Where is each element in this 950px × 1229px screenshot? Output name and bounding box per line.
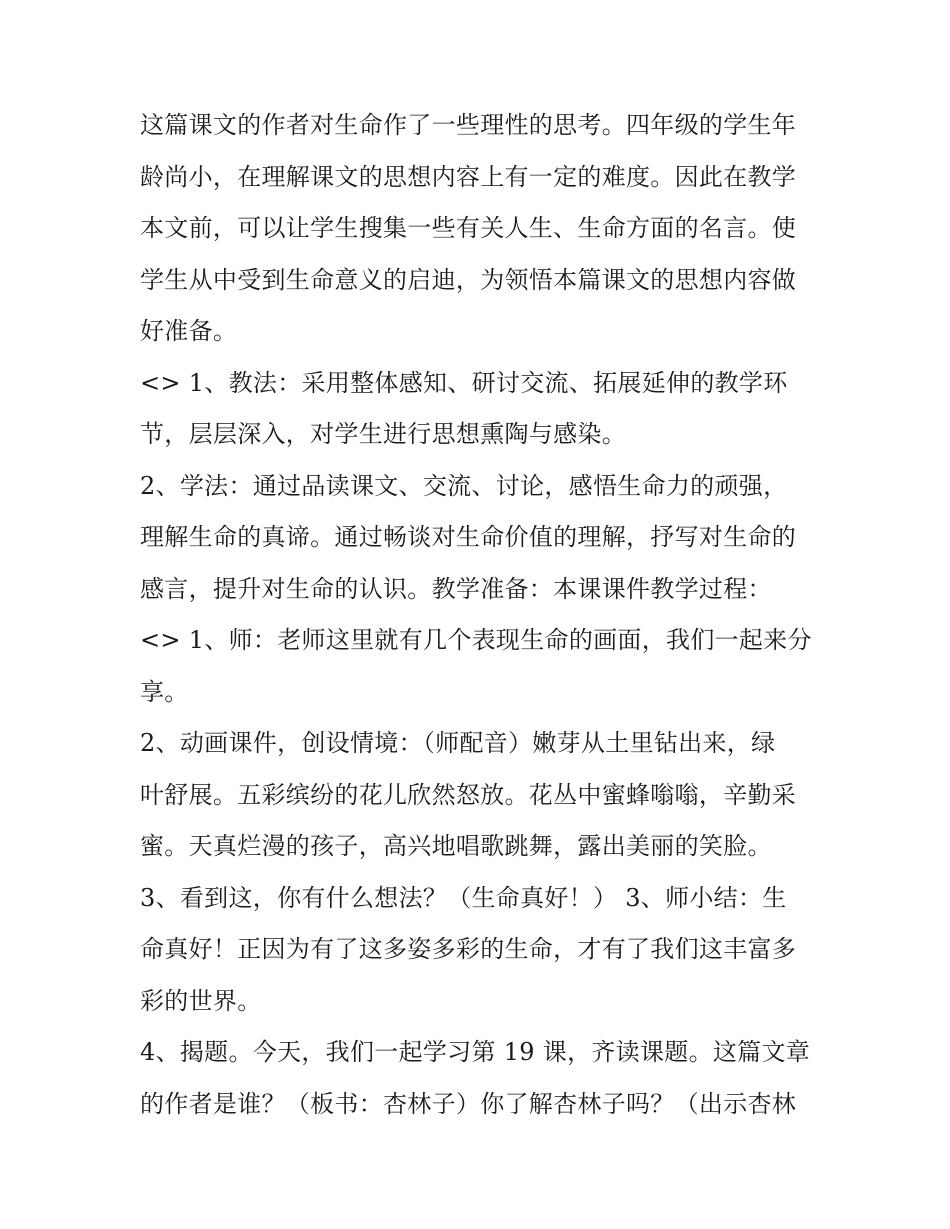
text-line: 3、看到这，你有什么想法？（生命真好！） 3、师小结：生 (140, 883, 787, 912)
text-line: 享。 (140, 677, 189, 706)
text-line: 节，层层深入，对学生进行思想熏陶与感染。 (140, 420, 626, 448)
text-line: <> 1、师：老师这里就有几个表现生命的画面，我们一起来分 (140, 626, 812, 654)
text-line: 的作者是谁？（板书：杏林子）你了解杏林子吗？（出示杏林 (140, 1089, 797, 1118)
text-line: 命真好！正因为有了这多姿多彩的生命，才有了我们这丰富多 (140, 935, 797, 963)
text-line: 学生从中受到生命意义的启迪，为领悟本篇课文的思想内容做 (140, 265, 797, 294)
text-line: 彩的世界。 (140, 986, 262, 1015)
text-line: 蜜。天真烂漫的孩子，高兴地唱歌跳舞，露出美丽的笑脸。 (140, 832, 772, 860)
text-line: 理解生命的真谛。通过畅谈对生命价值的理解，抒写对生命的 (140, 523, 797, 551)
text-line: 4、揭题。今天，我们一起学习第 19 课，齐读课题。这篇文章 (140, 1038, 811, 1066)
text-line: 叶舒展。五彩缤纷的花儿欣然怒放。花丛中蜜蜂嗡嗡，辛勤采 (140, 780, 797, 809)
text-line: 感言，提升对生命的认识。教学准备：本课课件教学过程： (140, 574, 772, 603)
text-line: 这篇课文的作者对生命作了一些理性的思考。四年级的学生年 (140, 111, 797, 139)
text-line: <> 1、教法：采用整体感知、研讨交流、拓展延伸的教学环 (140, 368, 788, 397)
text-line: 本文前，可以让学生搜集一些有关人生、生命方面的名言。使 (140, 214, 797, 242)
text-line: 2、动画课件，创设情境：（师配音）嫩芽从土里钻出来，绿 (140, 729, 776, 757)
document-page (140, 100, 820, 1130)
text-line: 龄尚小，在理解课文的思想内容上有一定的难度。因此在教学 (140, 162, 797, 191)
text-line: 好准备。 (140, 317, 238, 345)
text-line: 2、学法：通过品读课文、交流、讨论，感悟生命力的顽强， (140, 471, 788, 500)
